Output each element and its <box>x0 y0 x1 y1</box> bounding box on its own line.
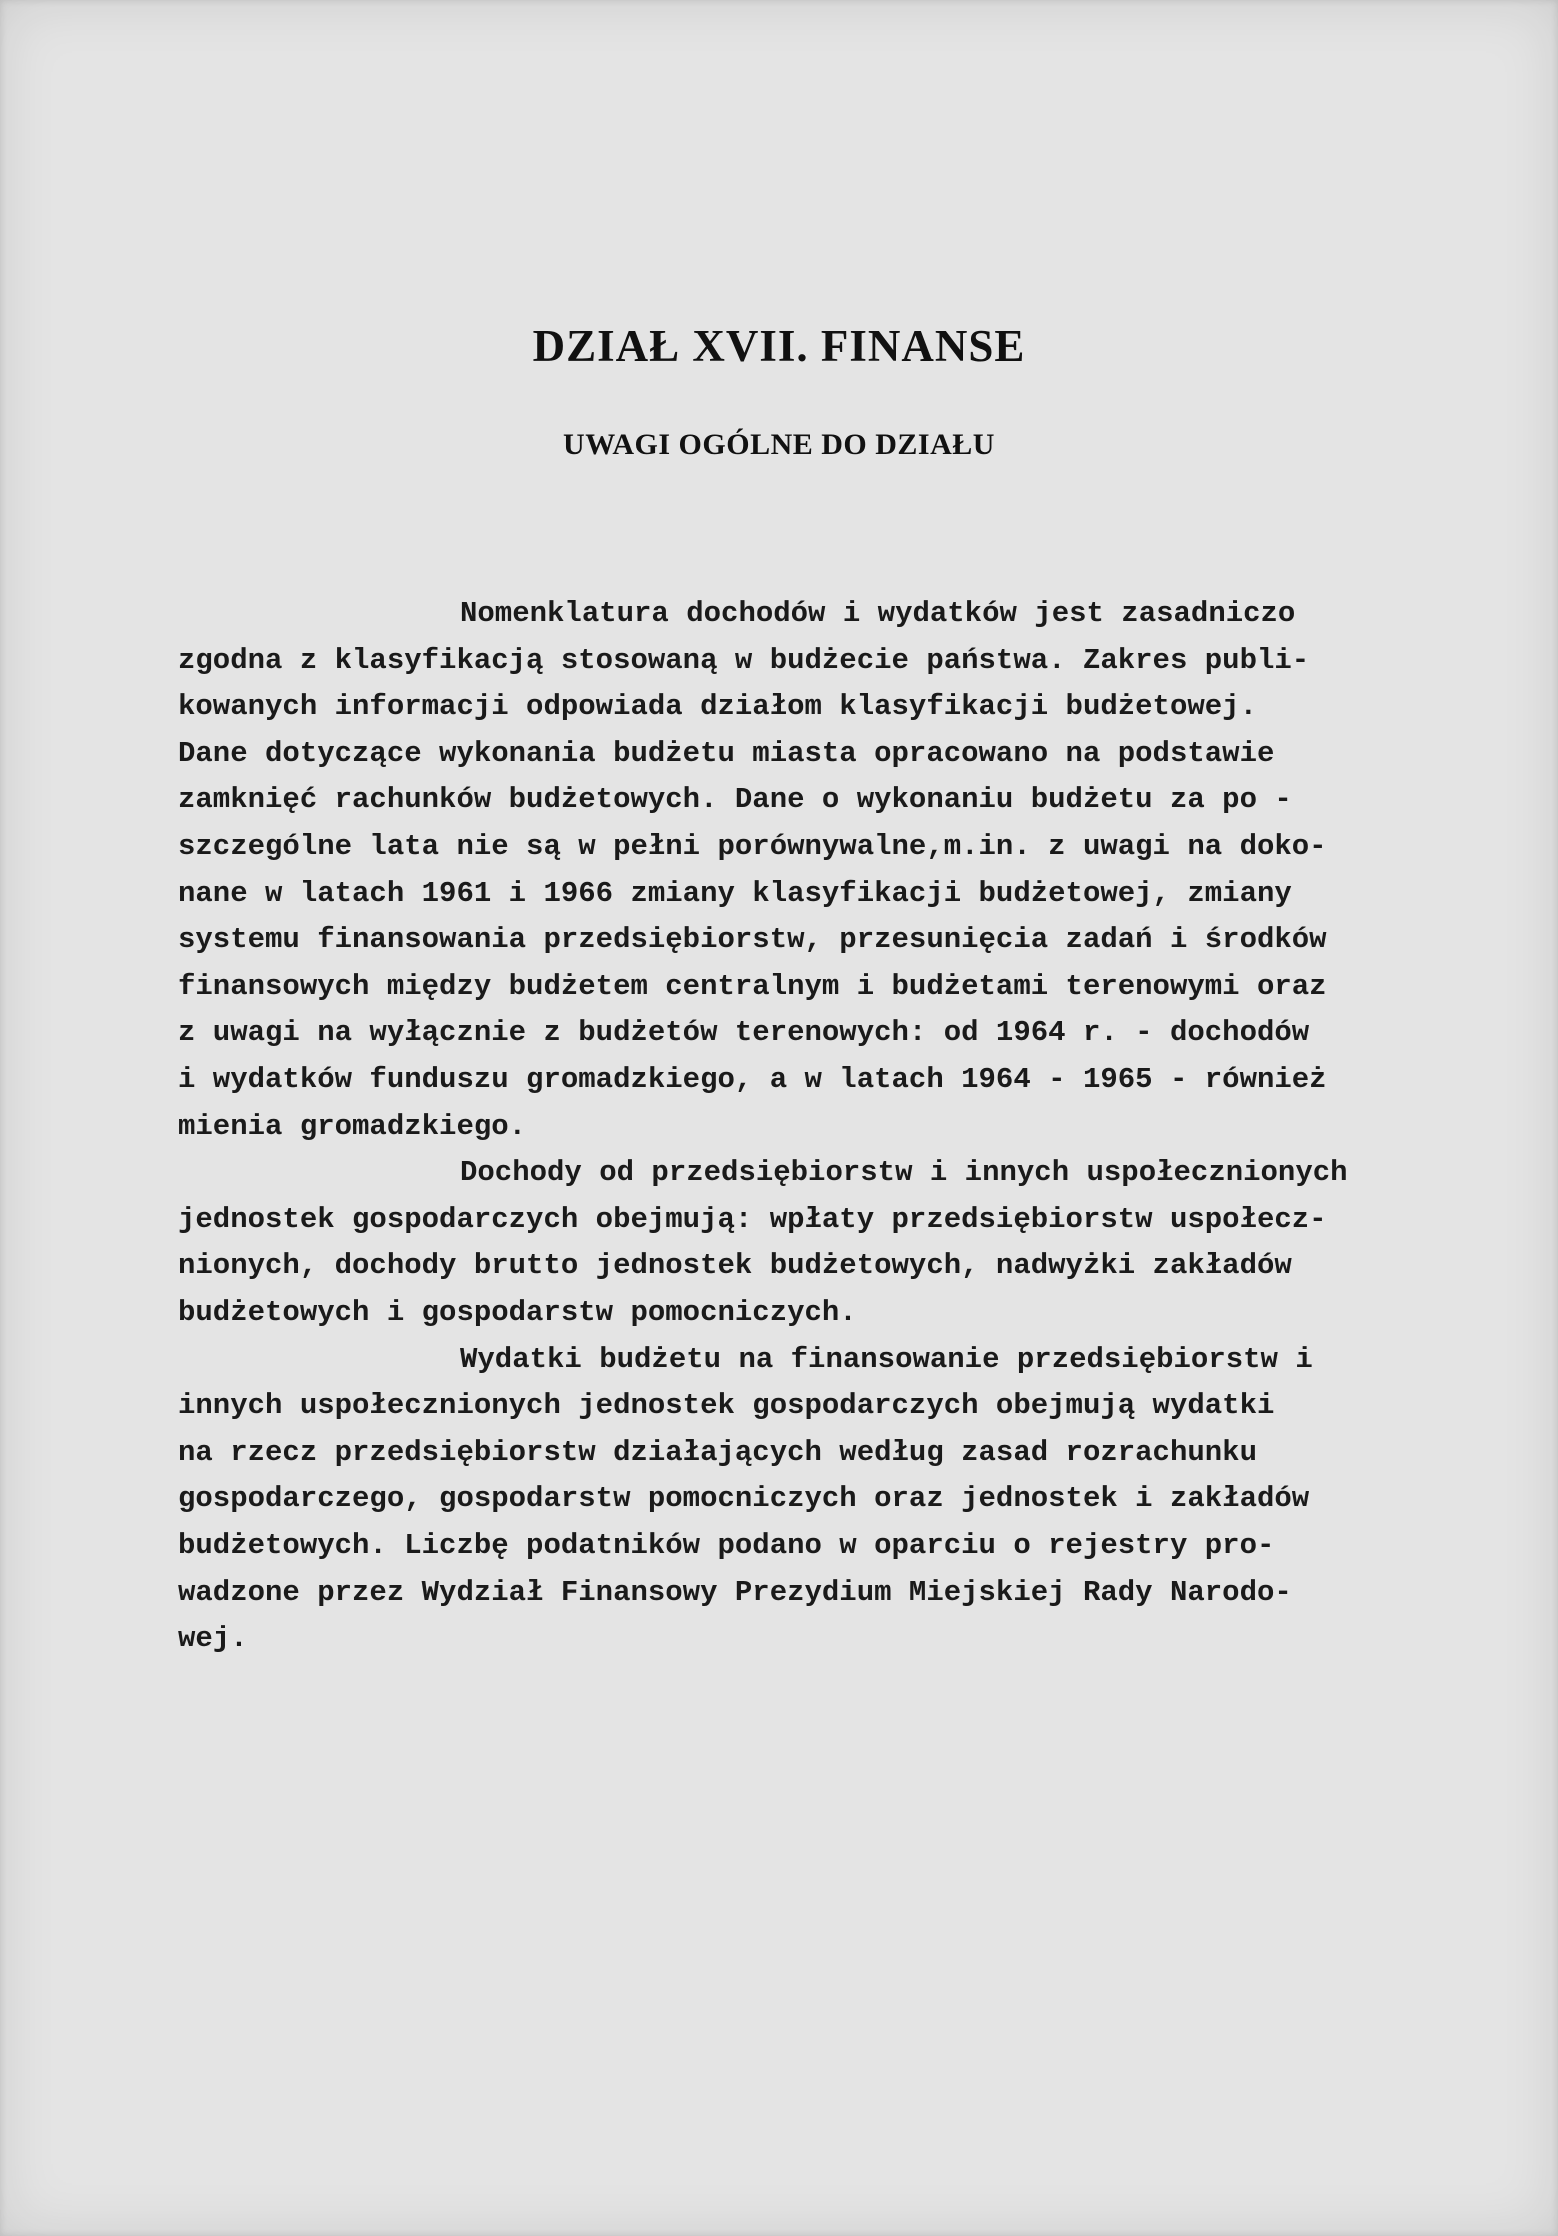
text-line: na rzecz przedsiębiorstw działających według zasad rozrachunku <box>178 1435 1257 1469</box>
text-line: gospodarczego, gospodarstw pomocniczych oraz jednostek i zakładów <box>178 1482 1310 1516</box>
text-line: z uwagi na wyłącznie z budżetów terenowych: od 1964 r. - dochodów <box>178 1016 1310 1050</box>
text-line: Nomenklatura dochodów i wydatków jest zasadniczo <box>460 597 1296 630</box>
text-line: Dane dotyczące wykonania budżetu miasta opracowano na podstawie <box>178 736 1275 770</box>
text-line: nionych, dochody brutto jednostek budżetowych, nadwyżki zakładów <box>178 1249 1292 1283</box>
text-line: szczególne lata nie są w pełni porównywalne,m.in. z uwagi na doko- <box>178 830 1327 863</box>
text-line: innych uspołecznionych jednostek gospodarczych obejmują wydatki <box>178 1389 1275 1423</box>
text-line: Wydatki budżetu na finansowanie przedsiębiorstw i <box>460 1342 1313 1376</box>
text-line: budżetowych i gospodarstw pomocniczych. <box>178 1296 857 1329</box>
text-line: jednostek gospodarczych obejmują: wpłaty przedsiębiorstw uspołecz- <box>178 1202 1327 1236</box>
text-line: zamknięć rachunków budżetowych. Dane o wykonaniu budżetu za po - <box>178 783 1292 817</box>
text-line: i wydatków funduszu gromadzkiego, a w latach 1964 - 1965 - również <box>178 1063 1327 1096</box>
text-line: budżetowych. Liczbę podatników podano w oparciu o rejestry pro- <box>178 1529 1275 1562</box>
text-line: systemu finansowania przedsiębiorstw, przesunięcia zadań i środków <box>178 923 1327 957</box>
section-subtitle: UWAGI OGÓLNE DO DZIAŁU <box>563 428 995 461</box>
text-line: nane w latach 1961 i 1966 zmiany klasyfikacji budżetowej, zmiany <box>178 876 1292 910</box>
text-line: Dochody od przedsiębiorstw i innych uspołecznionych <box>460 1156 1348 1190</box>
text-line: zgodna z klasyfikacją stosowaną w budżecie państwa. Zakres publi- <box>178 643 1310 677</box>
section-title: DZIAŁ XVII. FINANSE <box>532 321 1026 371</box>
text-line: kowanych informacji odpowiada działom klasyfikacji budżetowej. <box>178 690 1257 724</box>
text-line: mienia gromadzkiego. <box>178 1109 527 1143</box>
text-line: wej. <box>178 1622 248 1656</box>
text-line: wadzone przez Wydział Finansowy Prezydium Miejskiej Rady Narodo- <box>178 1575 1292 1609</box>
text-line: finansowych między budżetem centralnym i budżetami terenowymi oraz <box>178 969 1327 1003</box>
